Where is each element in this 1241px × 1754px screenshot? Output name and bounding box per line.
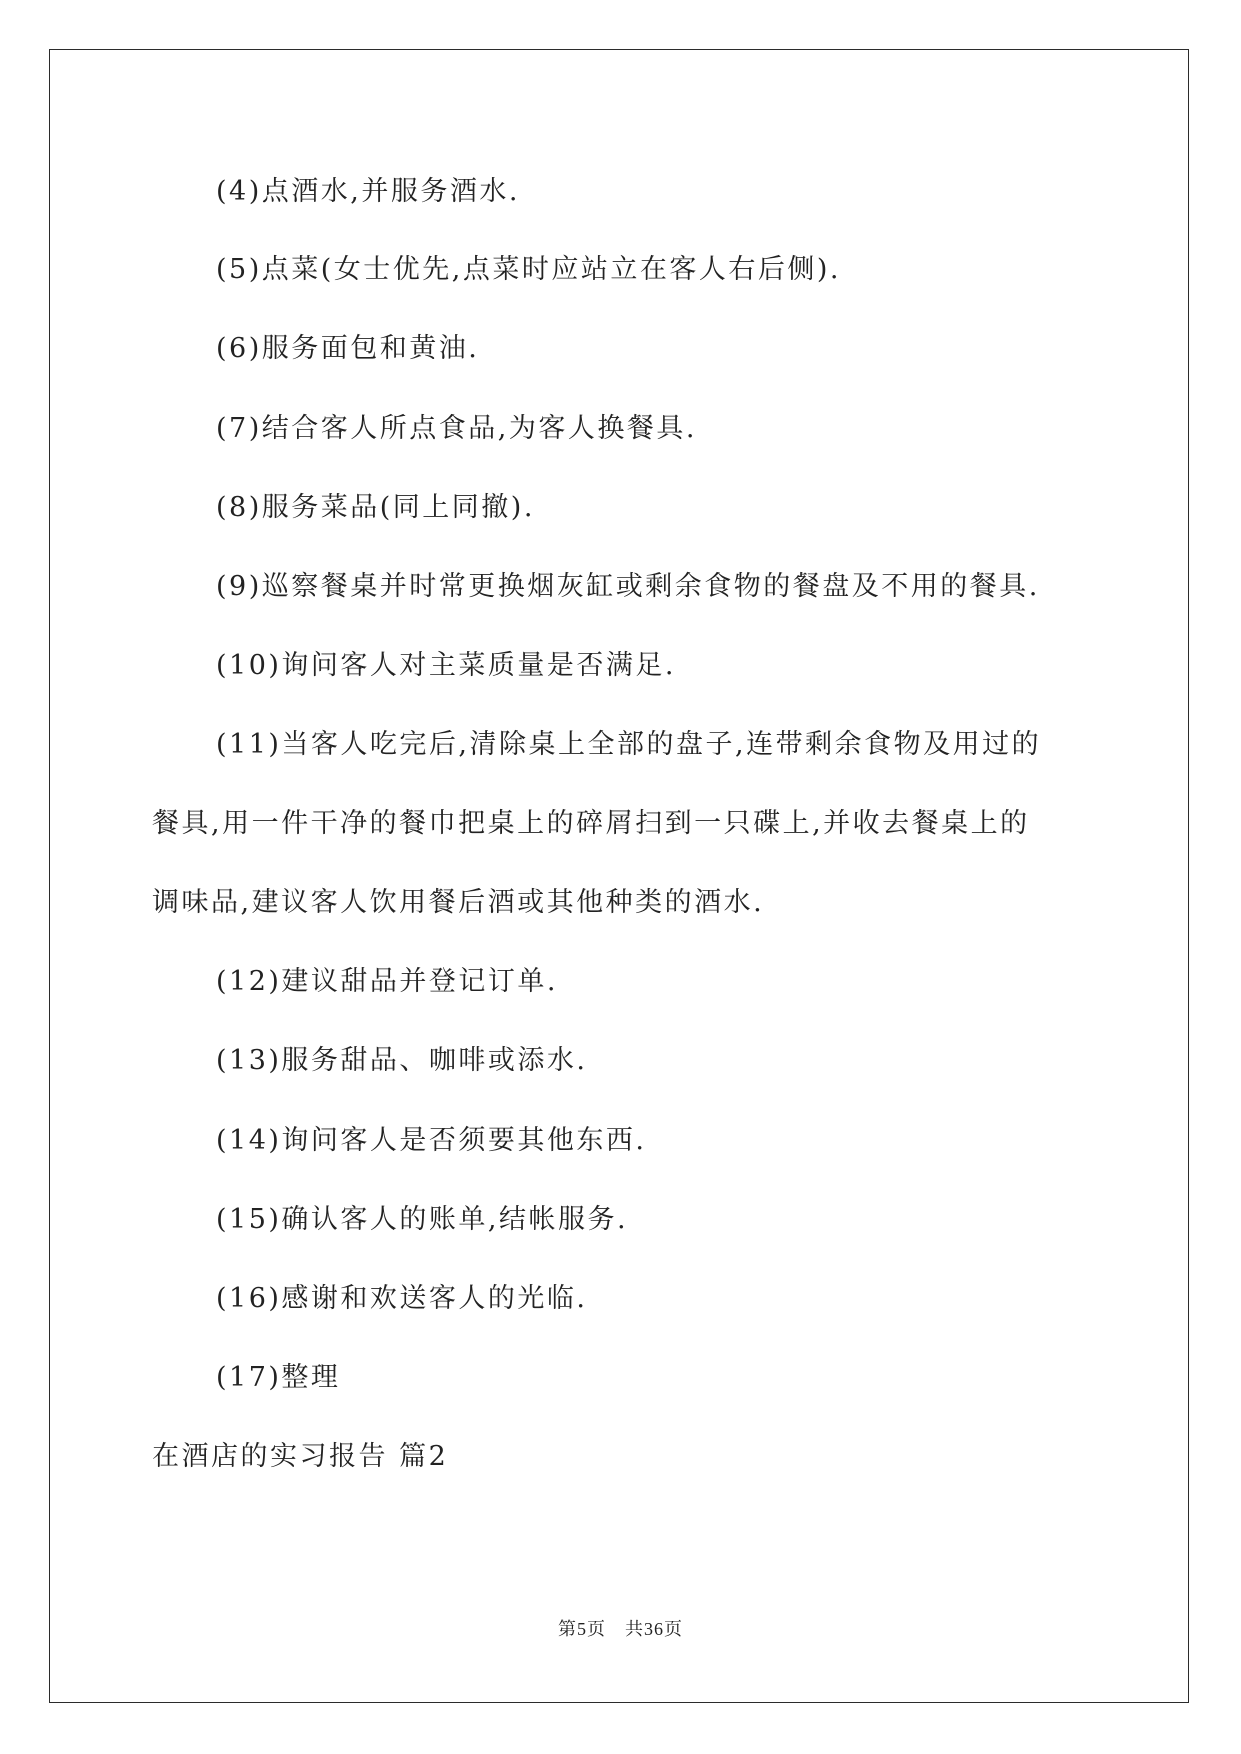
text-line: (15)确认客人的账单,结帐服务.	[216, 1204, 629, 1235]
text-line: (9)巡察餐桌并时常更换烟灰缸或剩余食物的餐盘及不用的餐具.	[216, 571, 1040, 602]
text-line: (13)服务甜品、咖啡或添水.	[216, 1045, 588, 1076]
text-line: (4)点酒水,并服务酒水.	[216, 176, 520, 207]
text-line: (11)当客人吃完后,清除桌上全部的盘子,连带剩余食物及用过的	[216, 729, 1042, 760]
page-number: 第5页 共36页	[558, 1619, 683, 1639]
text-line: (16)感谢和欢送客人的光临.	[216, 1283, 588, 1314]
text-line: (7)结合客人所点食品,为客人换餐具.	[216, 413, 697, 444]
text-line: (10)询问客人对主菜质量是否满足.	[216, 650, 677, 681]
text-line: (17)整理	[216, 1362, 341, 1393]
text-line: 调味品,建议客人饮用餐后酒或其他种类的酒水.	[152, 887, 765, 918]
text-line: (5)点菜(女士优先,点菜时应站立在客人右后侧).	[216, 254, 841, 285]
text-line: (12)建议甜品并登记订单.	[216, 966, 559, 997]
section-heading: 在酒店的实习报告 篇2	[152, 1441, 449, 1472]
text-line: (6)服务面包和黄油.	[216, 333, 480, 364]
text-line: 餐具,用一件干净的餐巾把桌上的碎屑扫到一只碟上,并收去餐桌上的	[152, 808, 1030, 839]
text-line: (14)询问客人是否须要其他东西.	[216, 1125, 647, 1156]
text-line: (8)服务菜品(同上同撤).	[216, 492, 535, 523]
